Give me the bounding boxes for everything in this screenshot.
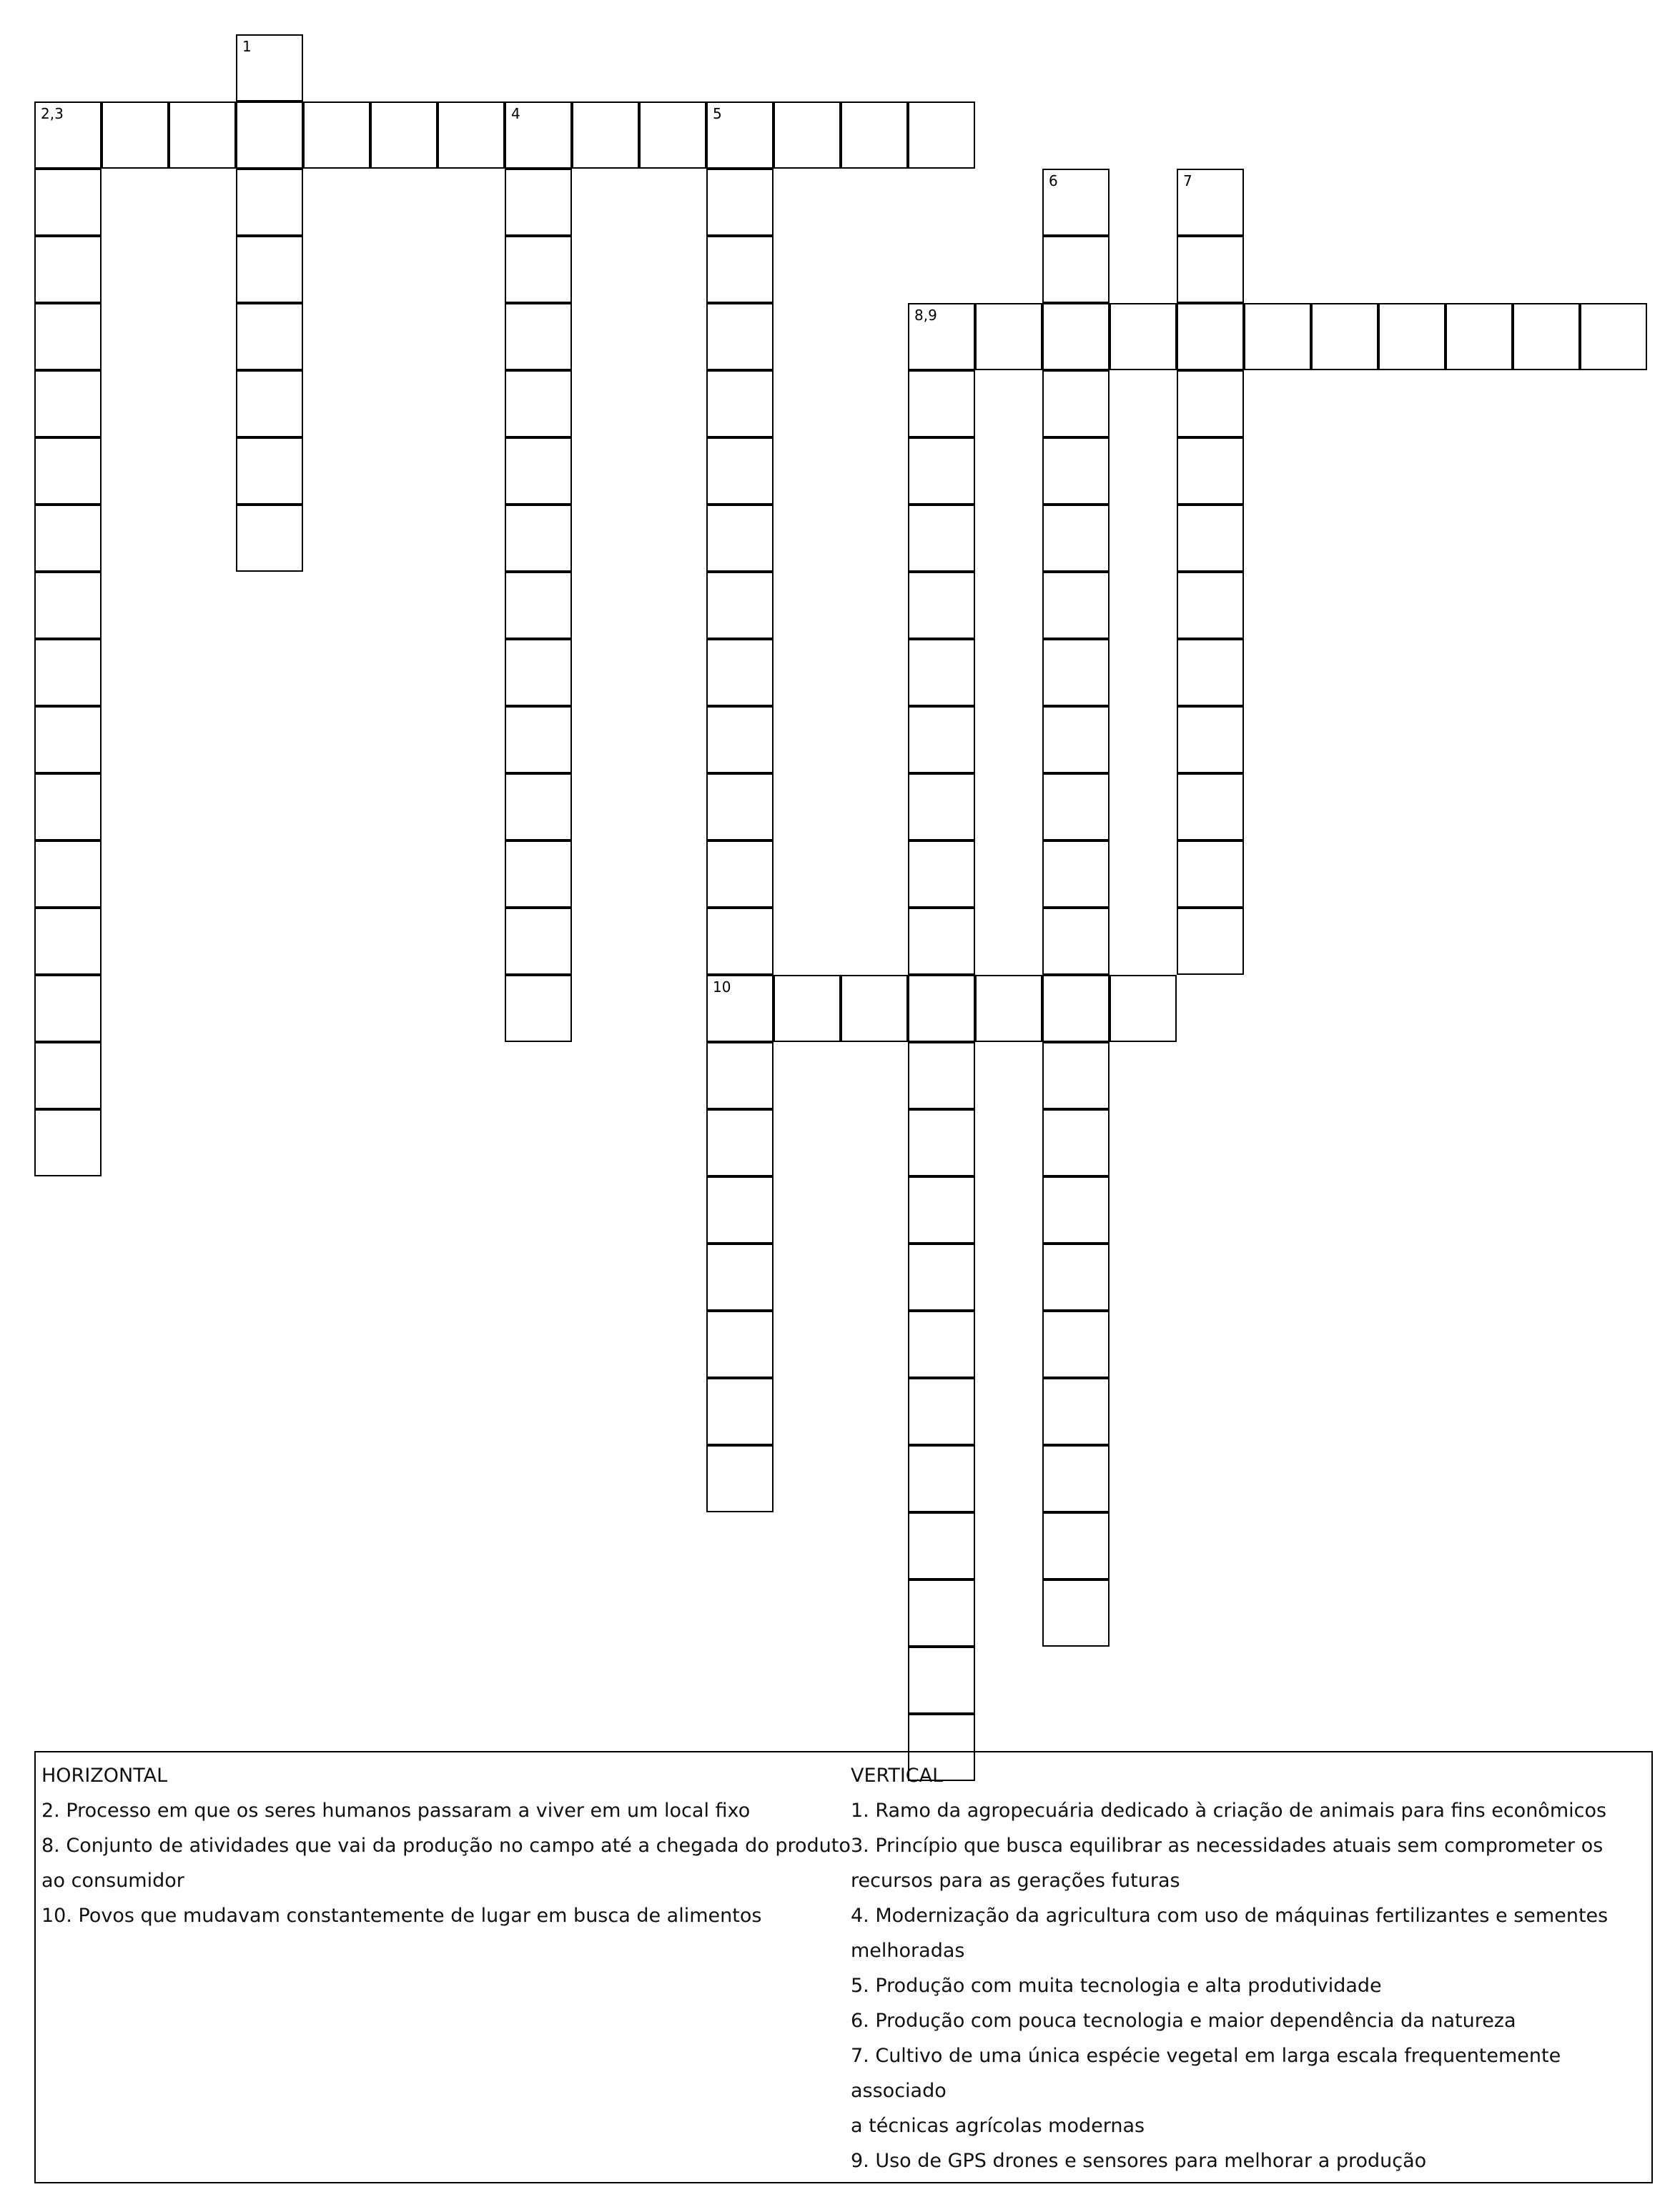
crossword-cell[interactable] bbox=[34, 370, 102, 437]
crossword-cell[interactable] bbox=[908, 505, 975, 572]
crossword-cell[interactable] bbox=[1042, 1311, 1110, 1378]
crossword-cell[interactable] bbox=[1042, 572, 1110, 639]
crossword-cell[interactable] bbox=[1042, 840, 1110, 908]
crossword-cell[interactable] bbox=[908, 572, 975, 639]
clue-line: 7. Cultivo de uma única espécie vegetal em larga escala frequentemente associado bbox=[851, 2045, 1561, 2102]
crossword-cell[interactable] bbox=[1177, 370, 1244, 437]
crossword-cell[interactable] bbox=[1042, 1378, 1110, 1445]
crossword-cell[interactable] bbox=[706, 572, 774, 639]
crossword-cell[interactable] bbox=[908, 1244, 975, 1311]
crossword-cell[interactable] bbox=[908, 1378, 975, 1445]
crossword-cell[interactable] bbox=[908, 437, 975, 505]
crossword-cell[interactable] bbox=[706, 639, 774, 706]
crossword-cell[interactable] bbox=[236, 437, 303, 505]
crossword-cell[interactable] bbox=[236, 34, 303, 101]
clue-line: 10. Povos que mudavam constantemente de lugar em busca de alimentos bbox=[41, 1905, 762, 1927]
clue-line: melhoradas bbox=[851, 1940, 965, 1962]
crossword-cell[interactable] bbox=[1042, 169, 1110, 236]
crossword-cell[interactable] bbox=[34, 236, 102, 303]
crossword-cell[interactable] bbox=[1042, 236, 1110, 303]
crossword-cell[interactable] bbox=[1042, 370, 1110, 437]
crossword-cell[interactable] bbox=[1042, 1244, 1110, 1311]
crossword-cell[interactable] bbox=[572, 101, 639, 169]
crossword-cell[interactable] bbox=[706, 303, 774, 370]
crossword-cell[interactable] bbox=[1177, 169, 1244, 236]
crossword-cell[interactable] bbox=[1110, 975, 1177, 1042]
clue-number: 10 bbox=[713, 978, 731, 996]
crossword-cell[interactable] bbox=[706, 505, 774, 572]
crossword-cell[interactable] bbox=[505, 370, 572, 437]
crossword-cell[interactable] bbox=[34, 169, 102, 236]
vertical-clue-list bbox=[851, 1793, 1651, 2178]
clue-number: 8,9 bbox=[914, 307, 937, 324]
crossword-cell[interactable] bbox=[505, 169, 572, 236]
crossword-cell[interactable] bbox=[505, 572, 572, 639]
crossword-cell[interactable] bbox=[706, 236, 774, 303]
crossword-cell[interactable] bbox=[706, 1042, 774, 1109]
crossword-cell[interactable] bbox=[1446, 303, 1513, 370]
crossword-cell[interactable] bbox=[34, 505, 102, 572]
crossword-cell[interactable] bbox=[841, 101, 908, 169]
crossword-cell[interactable] bbox=[34, 975, 102, 1042]
crossword-cell[interactable] bbox=[706, 1445, 774, 1512]
crossword-cell[interactable] bbox=[102, 101, 169, 169]
crossword-cell[interactable] bbox=[1177, 437, 1244, 505]
crossword-cell[interactable] bbox=[34, 908, 102, 975]
crossword-cell[interactable] bbox=[908, 908, 975, 975]
crossword-cell[interactable] bbox=[34, 706, 102, 773]
crossword-cell[interactable] bbox=[1042, 975, 1110, 1042]
clue-line: 8. Conjunto de atividades que vai da produção no campo até a chegada do produto bbox=[41, 1835, 851, 1857]
crossword-cell[interactable] bbox=[908, 1109, 975, 1176]
clue-line: ao consumidor bbox=[41, 1870, 184, 1892]
crossword-cell[interactable] bbox=[1244, 303, 1311, 370]
crossword-cell[interactable] bbox=[34, 101, 102, 169]
crossword-cell[interactable] bbox=[908, 370, 975, 437]
clue-number: 7 bbox=[1183, 172, 1192, 189]
vertical-clues bbox=[851, 1758, 1651, 2178]
clue-number: 4 bbox=[511, 105, 520, 122]
crossword-cell[interactable] bbox=[34, 840, 102, 908]
crossword-cell[interactable] bbox=[34, 437, 102, 505]
clue-number: 6 bbox=[1049, 172, 1058, 189]
crossword-cell[interactable] bbox=[34, 639, 102, 706]
crossword-cell[interactable] bbox=[1042, 303, 1110, 370]
crossword-cell[interactable] bbox=[774, 975, 841, 1042]
clue-number: 5 bbox=[713, 105, 722, 122]
crossword-cell[interactable] bbox=[438, 101, 505, 169]
clues-box bbox=[34, 1751, 1653, 2183]
crossword-cell[interactable] bbox=[34, 773, 102, 840]
crossword-cell[interactable] bbox=[975, 975, 1042, 1042]
crossword-cell[interactable] bbox=[706, 437, 774, 505]
crossword-cell[interactable] bbox=[1177, 236, 1244, 303]
crossword-cell[interactable] bbox=[236, 505, 303, 572]
clue-number: 2,3 bbox=[41, 105, 64, 122]
clue-line: recursos para as gerações futuras bbox=[851, 1870, 1180, 1892]
crossword-cell[interactable] bbox=[236, 303, 303, 370]
crossword-cell[interactable] bbox=[1580, 303, 1647, 370]
crossword-cell[interactable] bbox=[908, 101, 975, 169]
crossword-cell[interactable] bbox=[706, 908, 774, 975]
crossword-cell[interactable] bbox=[505, 908, 572, 975]
crossword-cell[interactable] bbox=[505, 975, 572, 1042]
crossword-cell[interactable] bbox=[34, 303, 102, 370]
crossword-cell[interactable] bbox=[1177, 908, 1244, 975]
crossword-cell[interactable] bbox=[706, 706, 774, 773]
vertical-heading: VERTICAL bbox=[851, 1765, 944, 1787]
crossword-cell[interactable] bbox=[370, 101, 438, 169]
crossword-cell[interactable] bbox=[706, 1176, 774, 1244]
crossword-cell[interactable] bbox=[706, 1311, 774, 1378]
crossword-cell[interactable] bbox=[1042, 706, 1110, 773]
crossword-cell[interactable] bbox=[236, 101, 303, 169]
crossword-cell[interactable] bbox=[505, 840, 572, 908]
crossword-cell[interactable] bbox=[34, 1042, 102, 1109]
crossword-cell[interactable] bbox=[1177, 706, 1244, 773]
crossword-cell[interactable] bbox=[908, 773, 975, 840]
crossword-cell[interactable] bbox=[1042, 1445, 1110, 1512]
clue-line: 2. Processo em que os seres humanos passaram a viver em um local fixo bbox=[41, 1800, 751, 1822]
crossword-cell[interactable] bbox=[505, 505, 572, 572]
crossword-cell[interactable] bbox=[908, 1042, 975, 1109]
clue-line: 1. Ramo da agropecuária dedicado à criação de animais para fins econômicos bbox=[851, 1800, 1607, 1822]
crossword-cell[interactable] bbox=[1311, 303, 1378, 370]
crossword-cell[interactable] bbox=[1042, 639, 1110, 706]
crossword-cell[interactable] bbox=[1042, 1109, 1110, 1176]
crossword-cell[interactable] bbox=[908, 706, 975, 773]
crossword-cell[interactable] bbox=[505, 773, 572, 840]
crossword-cell[interactable] bbox=[706, 840, 774, 908]
clue-line: 9. Uso de GPS drones e sensores para melhorar a produção bbox=[851, 2150, 1427, 2172]
crossword-cell[interactable] bbox=[706, 169, 774, 236]
crossword-cell[interactable] bbox=[908, 1176, 975, 1244]
crossword-cell[interactable] bbox=[1378, 303, 1446, 370]
crossword-cell[interactable] bbox=[1042, 773, 1110, 840]
crossword-cell[interactable] bbox=[34, 1109, 102, 1176]
crossword-cell[interactable] bbox=[706, 1109, 774, 1176]
crossword-cell[interactable] bbox=[908, 840, 975, 908]
crossword-cell[interactable] bbox=[706, 370, 774, 437]
clue-line: a técnicas agrícolas modernas bbox=[851, 2115, 1145, 2137]
crossword-cell[interactable] bbox=[1042, 1176, 1110, 1244]
crossword-cell[interactable] bbox=[908, 1647, 975, 1714]
crossword-cell[interactable] bbox=[303, 101, 370, 169]
crossword-cell[interactable] bbox=[1177, 639, 1244, 706]
crossword-cell[interactable] bbox=[908, 1445, 975, 1512]
clue-line: 3. Princípio que busca equilibrar as necessidades atuais sem comprometer os bbox=[851, 1835, 1604, 1857]
crossword-cell[interactable] bbox=[1042, 1042, 1110, 1109]
crossword-cell[interactable] bbox=[236, 370, 303, 437]
horizontal-heading: HORIZONTAL bbox=[41, 1765, 168, 1787]
crossword-cell[interactable] bbox=[1177, 840, 1244, 908]
clue-line: 5. Produção com muita tecnologia e alta produtividade bbox=[851, 1975, 1382, 1997]
crossword-cell[interactable] bbox=[908, 975, 975, 1042]
crossword-cell[interactable] bbox=[1177, 572, 1244, 639]
crossword-cell[interactable] bbox=[505, 437, 572, 505]
crossword-cell[interactable] bbox=[706, 773, 774, 840]
crossword-cell[interactable] bbox=[236, 169, 303, 236]
crossword-cell[interactable] bbox=[505, 706, 572, 773]
crossword-cell[interactable] bbox=[1042, 908, 1110, 975]
crossword-cell[interactable] bbox=[706, 975, 774, 1042]
clue-line: 4. Modernização da agricultura com uso de máquinas fertilizantes e sementes bbox=[851, 1905, 1609, 1927]
crossword-cell[interactable] bbox=[505, 639, 572, 706]
crossword-cell[interactable] bbox=[908, 1512, 975, 1579]
clue-line: 6. Produção com pouca tecnologia e maior dependência da natureza bbox=[851, 2010, 1516, 2032]
crossword-cell[interactable] bbox=[505, 303, 572, 370]
crossword-cell[interactable] bbox=[841, 975, 908, 1042]
crossword-cell[interactable] bbox=[706, 1244, 774, 1311]
crossword-cell[interactable] bbox=[1042, 1579, 1110, 1647]
crossword-cell[interactable] bbox=[908, 1579, 975, 1647]
horizontal-clue-list bbox=[41, 1793, 864, 1933]
crossword-cell[interactable] bbox=[975, 303, 1042, 370]
crossword-cell[interactable] bbox=[236, 236, 303, 303]
crossword-cell[interactable] bbox=[1110, 303, 1177, 370]
crossword-cell[interactable] bbox=[1177, 773, 1244, 840]
crossword-cell[interactable] bbox=[908, 303, 975, 370]
crossword-cell[interactable] bbox=[774, 101, 841, 169]
crossword-cell[interactable] bbox=[1513, 303, 1580, 370]
clue-number: 1 bbox=[242, 38, 252, 55]
crossword-cell[interactable] bbox=[169, 101, 236, 169]
crossword-cell[interactable] bbox=[706, 1378, 774, 1445]
crossword-cell[interactable] bbox=[505, 101, 572, 169]
crossword-cell[interactable] bbox=[908, 639, 975, 706]
crossword-cell[interactable] bbox=[1177, 303, 1244, 370]
crossword-cell[interactable] bbox=[1177, 505, 1244, 572]
crossword-cell[interactable] bbox=[706, 101, 774, 169]
crossword-cell[interactable] bbox=[34, 572, 102, 639]
crossword-cell[interactable] bbox=[1042, 437, 1110, 505]
crossword-cell[interactable] bbox=[1042, 505, 1110, 572]
crossword-cell[interactable] bbox=[1042, 1512, 1110, 1579]
crossword-cell[interactable] bbox=[505, 236, 572, 303]
horizontal-clues bbox=[41, 1758, 864, 1933]
crossword-cell[interactable] bbox=[639, 101, 706, 169]
crossword-cell[interactable] bbox=[908, 1311, 975, 1378]
